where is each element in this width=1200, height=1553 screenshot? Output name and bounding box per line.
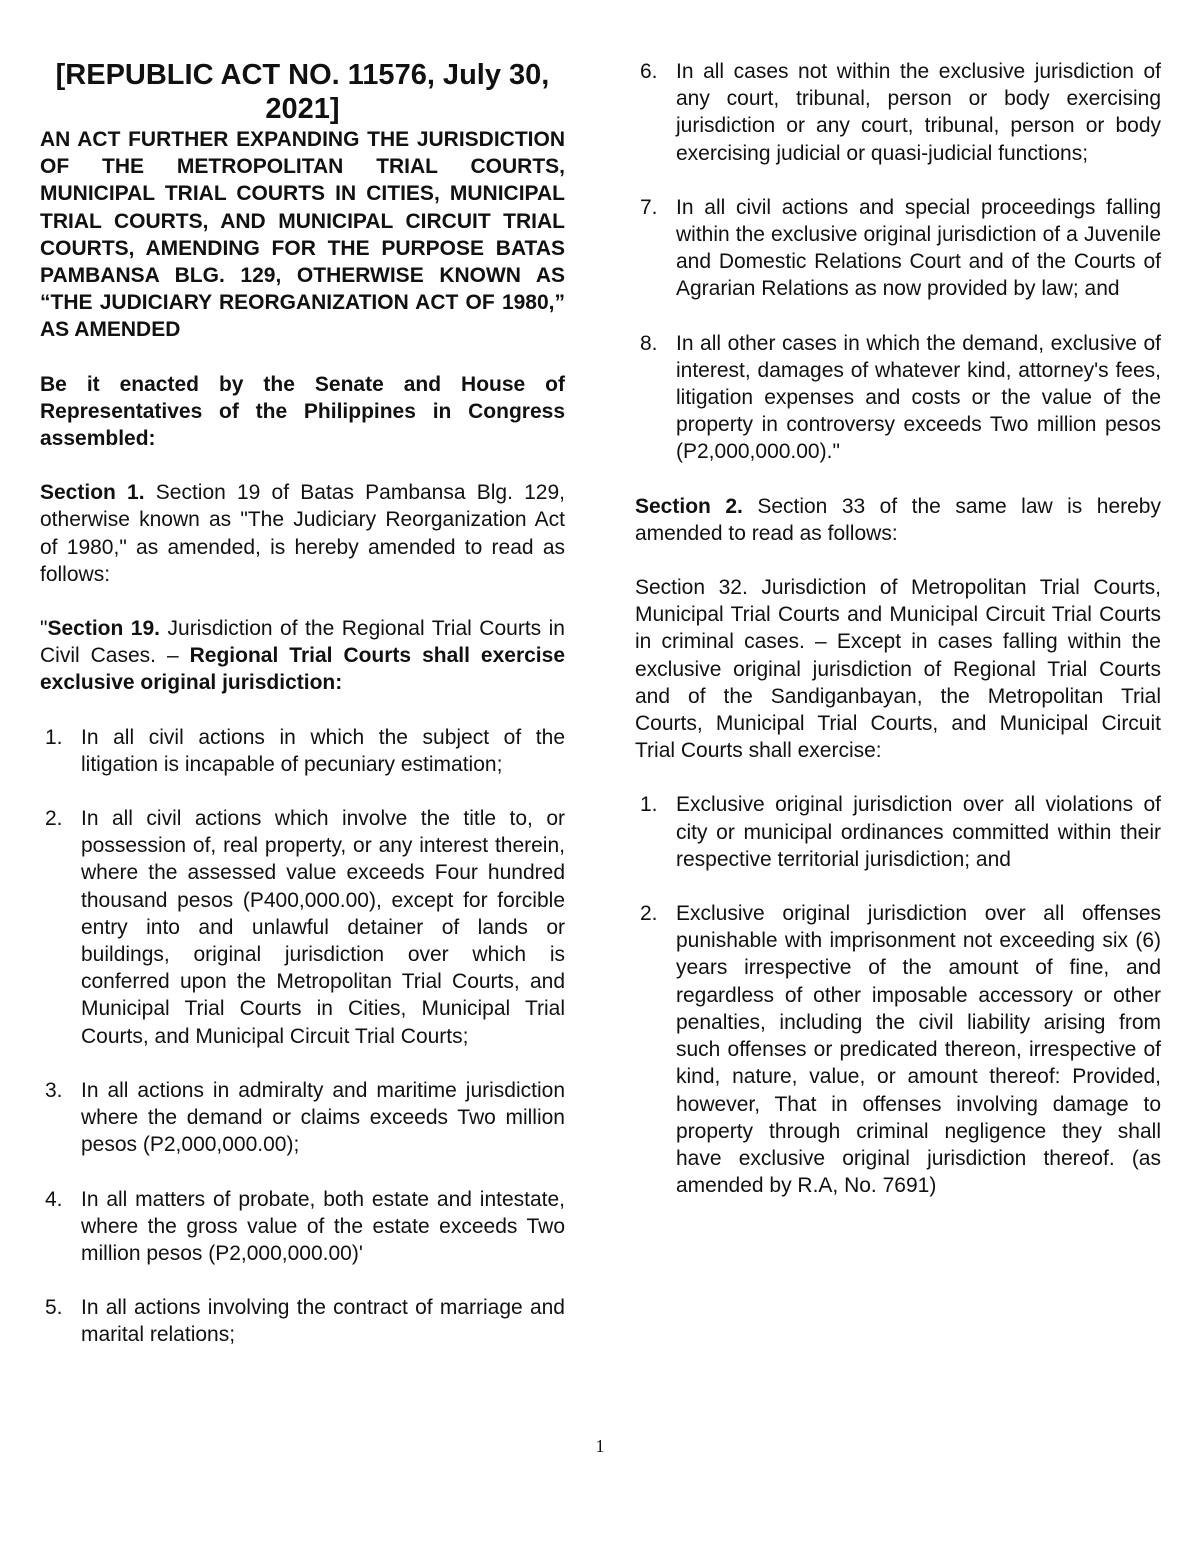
- list-item-number: 1.: [640, 793, 658, 817]
- section-19-label: Section 19.: [47, 617, 161, 641]
- list-item: [635, 791, 1161, 873]
- page-number: 1: [595, 1436, 605, 1456]
- list-item-text: In all civil actions and special proceedings falling within the exclusive original jurisdiction of a Juvenile and Domestic Relations Court and of the Courts of Agrarian Relations as now provided by law; and: [676, 195, 1161, 301]
- list-item: [635, 900, 1161, 1199]
- list-item-number: 2.: [45, 807, 63, 831]
- list-item-text: In all actions in admiralty and maritime jurisdiction where the demand or claims exceeds Two million pesos (P2,000,000.00);: [81, 1078, 565, 1157]
- list-item-number: 3.: [45, 1078, 63, 1102]
- section-2-label: Section 2.: [635, 494, 743, 518]
- section-19-quote: ": [40, 617, 48, 641]
- section-1-text: Section 19 of Batas Pambansa Blg. 129, otherwise known as "The Judiciary Reorganization Act of 1980," as amended, is hereby amended to read as follows:: [40, 481, 565, 586]
- list-item-text: Exclusive original jurisdiction over all offenses punishable with imprisonment not exceeding six (6) years irrespective of the amount of fine, and regardless of other imposable accessory or other penalties, including the civil liability arising from such offenses or predicated thereon, irrespective of kind, nature, value, or amount thereof: Provided, however, That in offenses involving damage to property through criminal negligence they shall have exclusive original jurisdiction thereof. (as amended by R.A, No. 7691): [676, 902, 1161, 1198]
- section-2: [635, 493, 1161, 547]
- list-item-number: 1.: [45, 725, 63, 749]
- list-item-text: In all actions involving the contract of marriage and marital relations;: [81, 1296, 565, 1347]
- list-item-text: In all other cases in which the demand, exclusive of interest, damages of whatever kind, attorney's fees, litigation expenses and costs or the value of the property in controversy exceeds Two million pesos (P2,000,000.00).": [676, 331, 1161, 464]
- enacting-clause: Be it enacted by the Senate and House of Representatives of the Philippines in Congress assembled:: [40, 372, 565, 451]
- section-19-list-continued: [635, 58, 1161, 466]
- section-32: Section 32. Jurisdiction of Metropolitan Trial Courts, Municipal Trial Courts and Municipal Circuit Trial Courts in criminal cases. – Except in cases falling within the exclusive original jurisdiction of Regional Trial Courts and of the Sandiganbayan, the Metropolitan Trial Courts, Municipal Trial Courts, and Municipal Circuit Trial Courts shall exercise:: [635, 576, 1161, 763]
- list-item-text: Exclusive original jurisdiction over all violations of city or municipal ordinances committed within their respective territorial jurisdiction; and: [676, 793, 1161, 871]
- list-item-number: 6.: [640, 60, 658, 83]
- section-19-bold-text: Regional Trial Courts shall exercise exclusive original jurisdiction:: [40, 644, 565, 695]
- list-item: [40, 1294, 565, 1348]
- section-19-list: [40, 724, 565, 1349]
- section-1-label: Section 1.: [40, 481, 145, 505]
- list-item: [635, 58, 1161, 167]
- list-item-number: 7.: [640, 195, 658, 219]
- list-item-text: In all cases not within the exclusive jurisdiction of any court, tribunal, person or body exercising jurisdiction or any court, tribunal, person or body exercising judicial or quasi-judicial functions;: [676, 60, 1161, 165]
- section-32-list: [635, 791, 1161, 1199]
- section-1: [40, 479, 565, 588]
- list-item-number: 4.: [45, 1187, 63, 1211]
- list-item: [635, 330, 1161, 466]
- act-title: [REPUBLIC ACT NO. 11576, July 30, 2021]: [55, 59, 550, 125]
- right-column: [635, 58, 1161, 1199]
- list-item-text: In all civil actions which involve the title to, or possession of, real property, or any interest therein, where the assessed value exceeds Four hundred thousand pesos (P400,000.00), except for forcible entry into and unlawful detainer of lands or buildings, original jurisdiction over which is conferred upon the Metropolitan Trial Courts, and Municipal Trial Courts in Cities, Municipal Trial Courts, and Municipal Circuit Trial Courts;: [81, 807, 565, 1048]
- left-column: [40, 58, 565, 1349]
- list-item-number: 8.: [640, 331, 658, 355]
- list-item-number: 5.: [45, 1296, 63, 1320]
- list-item-text: In all civil actions in which the subject of the litigation is incapable of pecuniary estimation;: [81, 725, 565, 776]
- list-item-number: 2.: [640, 902, 658, 926]
- list-item: [40, 805, 565, 1050]
- list-item: [40, 1186, 565, 1268]
- list-item: [635, 194, 1161, 303]
- act-heading: AN ACT FURTHER EXPANDING THE JURISDICTION OF THE METROPOLITAN TRIAL COURTS, MUNICIPAL TRIAL COURTS IN CITIES, MUNICIPAL TRIAL COURTS, AND MUNICIPAL CIRCUIT TRIAL COURTS, AMENDING FOR THE PURPOSE BATAS PAMBANSA BLG. 129, OTHERWISE KNOWN AS “THE JUDICIARY REORGANIZATION ACT OF 1980,” AS AMENDED: [40, 128, 565, 342]
- list-item: [40, 1077, 565, 1159]
- section-19-text: Jurisdiction of the Regional Trial Courts in Civil Cases. –: [40, 617, 565, 668]
- list-item: [40, 724, 565, 778]
- section-19: [40, 615, 565, 697]
- section-2-text: Section 33 of the same law is hereby amended to read as follows:: [635, 494, 1161, 545]
- list-item-text: In all matters of probate, both estate and intestate, where the gross value of the estate exceeds Two million pesos (P2,000,000.00)': [81, 1187, 565, 1265]
